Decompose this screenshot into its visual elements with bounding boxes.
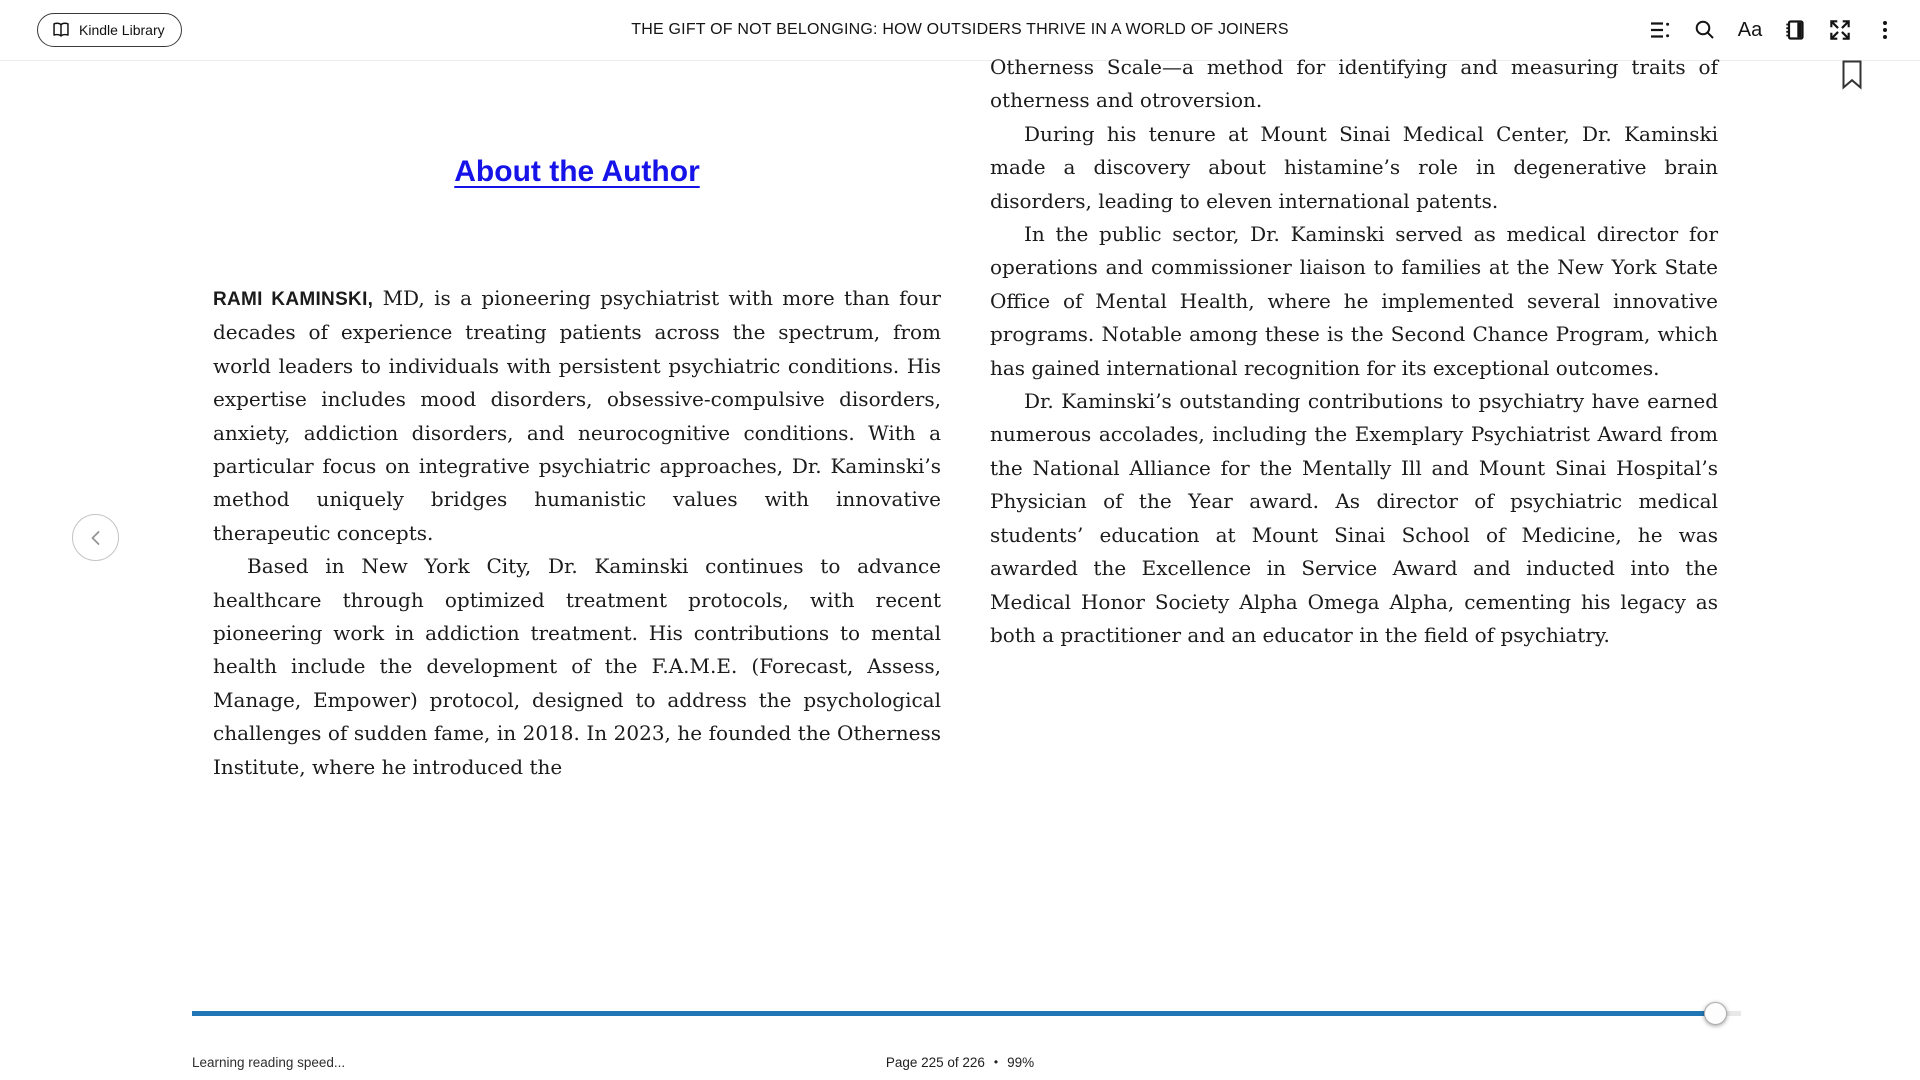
more-menu-button[interactable] [1870,15,1900,45]
bookmark-button[interactable] [1840,59,1866,91]
toc-notes-button[interactable] [1645,15,1675,45]
reading-progress-slider[interactable] [192,1011,1741,1016]
font-settings-button[interactable] [1735,15,1765,45]
kindle-library-label: Kindle Library [79,22,165,38]
reading-progress-fill [192,1011,1718,1016]
header-toolbar [1645,14,1900,46]
author-name-lead: RAMI KAMINSKI, [213,289,374,310]
bookmark-icon [1840,60,1866,90]
search-button[interactable] [1690,15,1720,45]
search-icon [1693,18,1717,42]
reading-view-button[interactable] [1780,15,1810,45]
chevron-left-icon [85,527,107,549]
progress-slider-knob[interactable] [1704,1002,1727,1025]
toc-notes-icon [1648,18,1672,42]
paragraph-author-bio-3: Otherness Scale—a method for identifying and measuring traits of otherness and otroversion. [990,55,1718,113]
paragraph-author-bio-1 [213,282,941,550]
page-number-label: Page 225 of 226 [885,1055,985,1070]
kebab-menu-icon [1873,18,1897,42]
paragraph-author-bio-2: Based in New York City, Dr. Kaminski continues to advance healthcare through optimized treatment protocols, with recent pioneering work in addiction treatment. His contributions to mental health include the development of the F.A.M.E. (Forecast, Assess, Manage, Empower) protocol, designed to address the psychological challenges of sudden fame, in 2018. In 2023, he founded the Otherness Institute, where he introduced the [213,554,941,779]
about-the-author-heading-link[interactable]: About the Author [454,155,700,188]
fullscreen-icon [1827,17,1853,43]
book-title: THE GIFT OF NOT BELONGING: HOW OUTSIDERS THRIVE IN A WORLD OF JOINERS [631,21,1289,38]
previous-page-button[interactable] [72,514,119,561]
page-position-info [0,1055,1920,1070]
reading-view-icon [1783,18,1807,42]
kindle-library-button[interactable] [37,13,182,47]
open-book-icon [51,21,71,39]
paragraph-author-bio-4: During his tenure at Mount Sinai Medical Center, Dr. Kaminski made a discovery about histamine’s role in degenerative brain disorders, leading to eleven international patents. [990,121,1718,213]
fullscreen-button[interactable] [1825,15,1855,45]
paragraph-author-bio-1-text: MD, is a pioneering psychiatrist with more than four decades of experience treating patients across the spectrum, from world leaders to individuals with persistent psychiatric conditions. His expertise includes mood disorders, obsessive-compulsive disorders, anxiety, addiction disorders, and neurocognitive conditions. With a particular focus on integrative psychiatric approaches, Dr. Kaminski’s method uniquely bridges humanistic values with innovative therapeutic concepts. [213,286,941,545]
page-column-left [213,150,941,784]
percent-read-label: 99% [1007,1055,1035,1070]
page-column-right [990,51,1718,652]
reading-speed-status: Learning reading speed... [192,1055,346,1070]
separator-dot: • [993,1055,999,1069]
paragraph-author-bio-5: In the public sector, Dr. Kaminski served as medical director for operations and commissioner liaison to families at the New York State Office of Mental Health, where he implemented several innovative programs. Notable among these is the Second Chance Program, which has gained international recognition for its exceptional outcomes. [990,222,1718,380]
paragraph-author-bio-6: Dr. Kaminski’s outstanding contributions to psychiatry have earned numerous accolades, including the Exemplary Psychiatrist Award from the National Alliance for the Mentally Ill and Mount Sinai Hospital’s Physician of the Year award. As director of psychiatric medical students’ education at Mount Sinai School of Medicine, he was awarded the Excellence in Service Award and inducted into the Medical Honor Society Alpha Omega Alpha, cementing his legacy as both a practitioner and an educator in the field of psychiatry. [990,389,1718,647]
font-settings-aa: Aa [1737,18,1763,41]
